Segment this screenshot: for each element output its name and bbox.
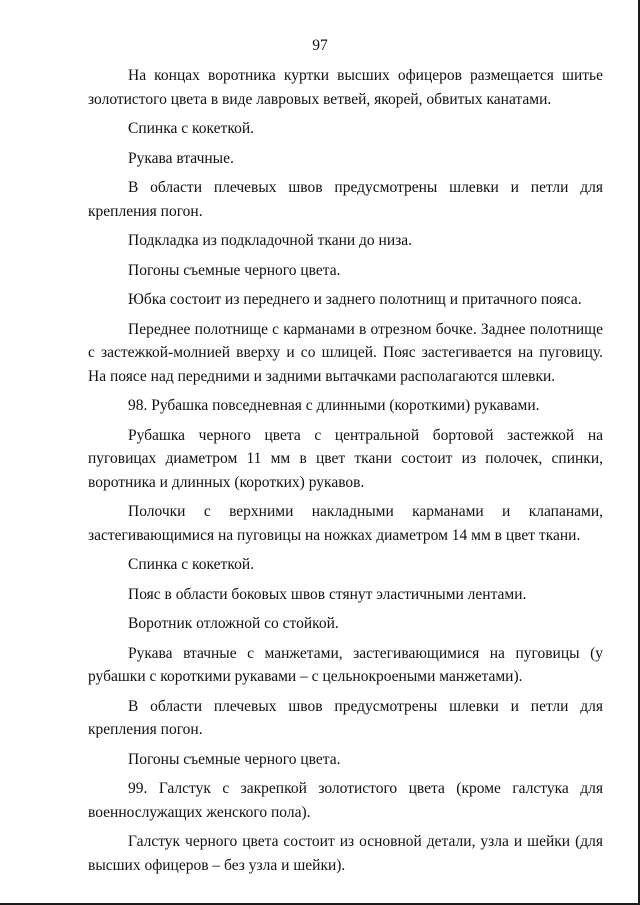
paragraph: Погоны съемные черного цвета. <box>128 750 341 768</box>
section-heading-99: 99. Галстук с закрепкой золотистого цвета (кроме галстука для военнослужащих женского пола). <box>88 780 603 821</box>
paragraph: В области плечевых швов предусмотрены шлевки и петли для крепления погон. <box>88 179 603 220</box>
paragraph: Полочки с верхними накладными карманами и клапанами, застегивающимися на пуговицы на ножках диаметром 14 мм в цвет ткани. <box>88 503 603 544</box>
paragraph: Переднее полотнище с карманами в отрезном бочке. Заднее полотнище с застежкой-молнией вверху и со шлицей. Пояс застегивается на пуговицу. На поясе над передними и задними вытачками располагаются шлевки. <box>88 320 603 385</box>
paragraph: Воротник отложной со стойкой. <box>128 615 339 632</box>
paragraph: На концах воротника куртки высших офицеров размещается шитье золотистого цвета в виде лавровых ветвей, якорей, обвитых канатами. <box>88 67 603 108</box>
document-body <box>88 64 603 877</box>
paragraph: Подкладка из подкладочной ткани до низа. <box>128 232 413 249</box>
paragraph: Рукава втачные с манжетами, застегивающимися на пуговицы (у рубашки с короткими рукавами – с цельнокроеными манжетами). <box>88 644 603 685</box>
paragraph: Спинка с кокеткой. <box>128 120 254 137</box>
paragraph: Рукава втачные. <box>128 149 234 167</box>
paragraph: Пояс в области боковых швов стянут эластичными лентами. <box>128 585 527 603</box>
page-number: 97 <box>312 37 328 54</box>
paragraph: Рубашка черного цвета с центральной бортовой застежкой на пуговицах диаметром 11 мм в цвет ткани состоит из полочек, спинки, воротника и длинных (коротких) рукавов. <box>88 426 603 491</box>
paragraph: В области плечевых швов предусмотрены шлевки и петли для крепления погон. <box>88 697 603 738</box>
section-heading-98: 98. Рубашка повседневная с длинными (короткими) рукавами. <box>128 397 540 414</box>
paragraph: Галстук черного цвета состоит из основной детали, узла и шейки (для высших офицеров – без узла и шейки). <box>88 833 603 874</box>
paragraph: Спинка с кокеткой. <box>128 556 254 573</box>
paragraph: Погоны съемные черного цвета. <box>128 261 341 279</box>
paragraph: Юбка состоит из переднего и заднего полотнищ и притачного пояса. <box>128 291 582 308</box>
